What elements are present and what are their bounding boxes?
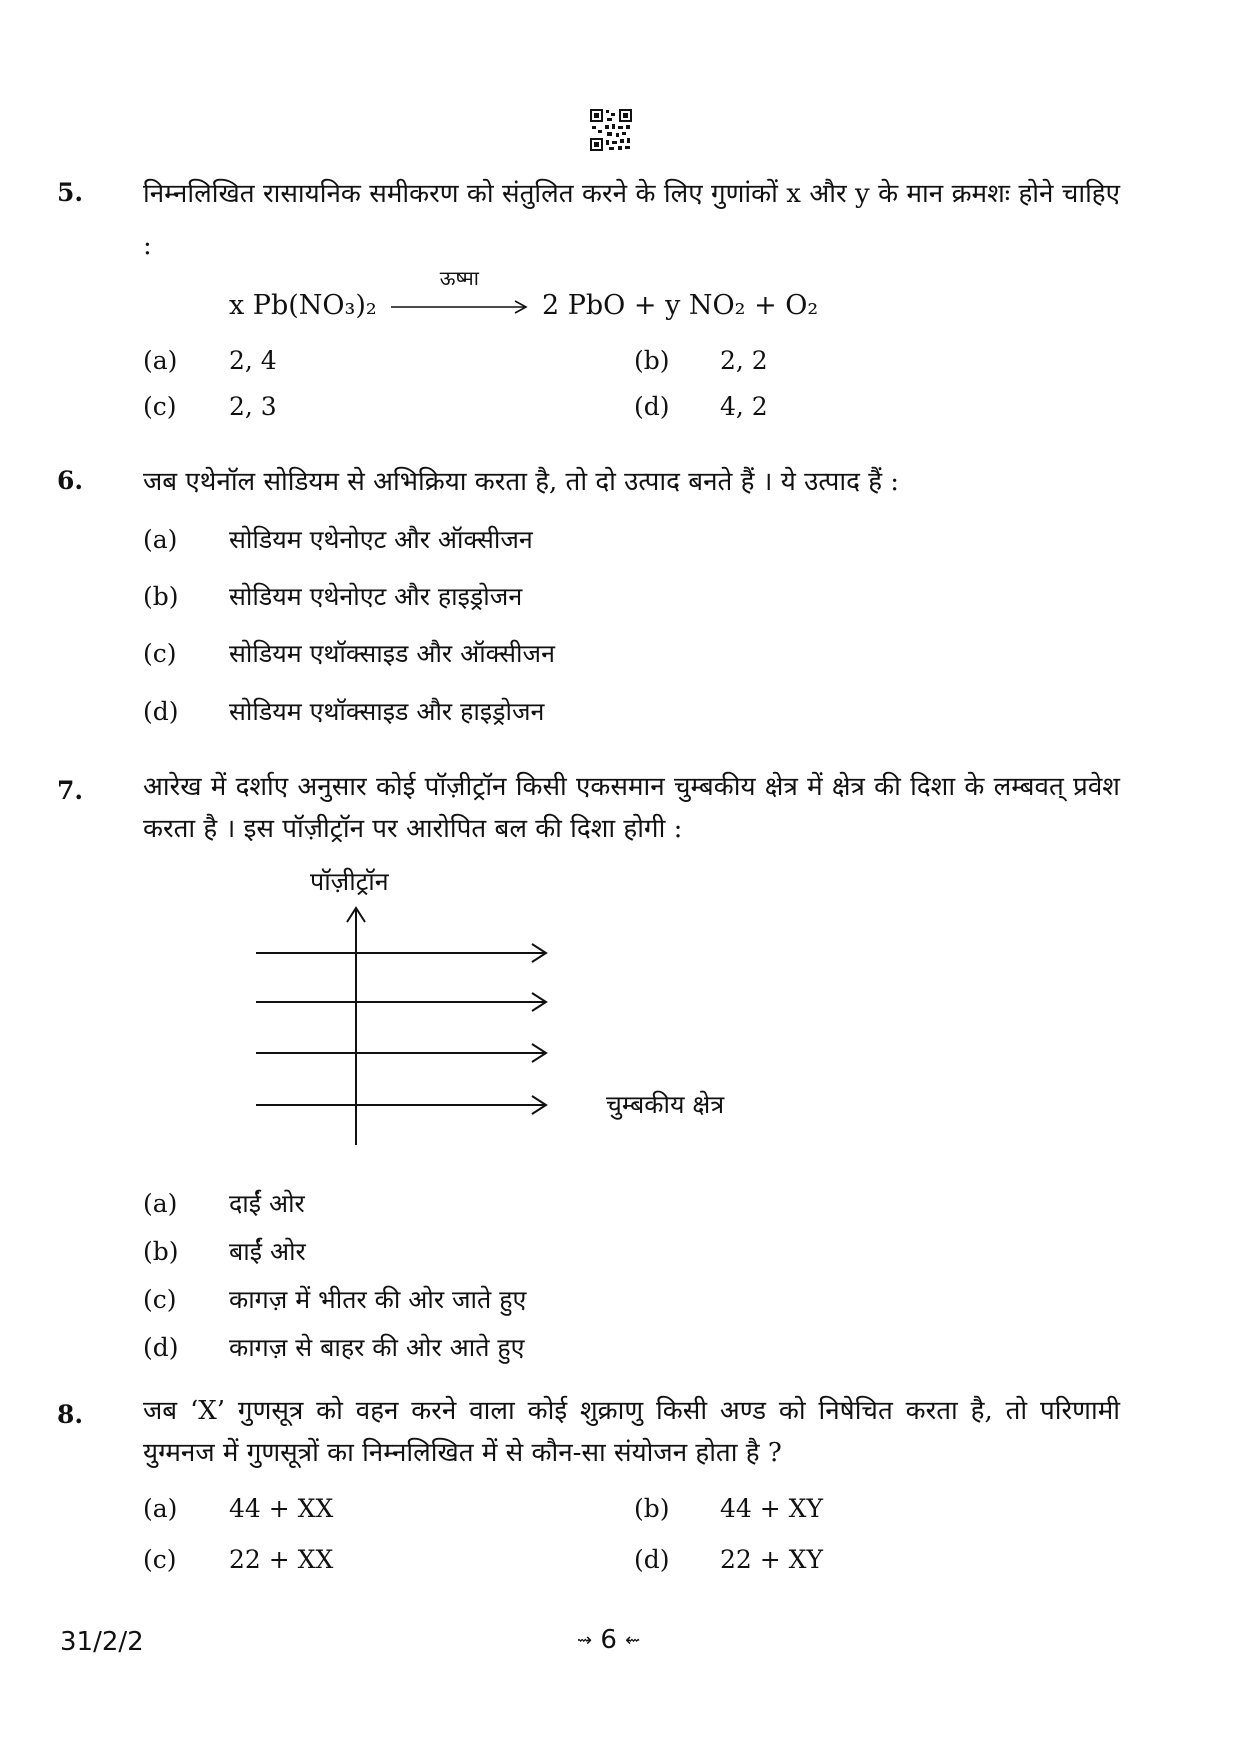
question-text: जब एथेनॉल सोडियम से अभिक्रिया करता है, तो दो उत्पाद बनते हैं । ये उत्पाद हैं :	[143, 467, 900, 497]
option-text: कागज़ में भीतर की ओर जाते हुए	[229, 1285, 527, 1314]
option-text: 2, 3	[229, 392, 277, 421]
option-label: (d)	[634, 1545, 670, 1574]
option-c	[143, 636, 555, 670]
option-text: 44 + XY	[720, 1494, 823, 1523]
option-d	[143, 1330, 525, 1364]
option-a	[143, 1186, 305, 1220]
question-text: निम्नलिखित रासायनिक समीकरण को संतुलित करने के लिए गुणांकों x और y के मान क्रमशः होने चाहिए :	[143, 179, 1120, 261]
chemical-equation	[229, 265, 819, 322]
equation-products: 2 PbO + y NO₂ + O₂	[541, 290, 819, 321]
qr-code-icon	[589, 108, 633, 152]
option-label: (a)	[143, 346, 178, 375]
arrow-condition-label: ऊष्मा	[439, 265, 479, 290]
equation-reactant: x Pb(NO₃)₂	[229, 290, 377, 321]
option-text: 4, 2	[720, 392, 768, 421]
ornament-right-icon: ⇜	[625, 1630, 641, 1651]
option-label: (c)	[143, 1285, 177, 1314]
option-label: (b)	[634, 1494, 670, 1523]
option-text: 22 + XX	[229, 1545, 334, 1574]
option-a	[143, 522, 533, 556]
question-number: 8.	[57, 1400, 84, 1429]
option-text: 22 + XY	[720, 1545, 823, 1574]
option-text: सोडियम एथेनोएट और हाइड्रोजन	[229, 582, 523, 611]
positron-label: पॉज़ीट्रॉन	[310, 867, 389, 896]
option-text: सोडियम एथॉक्साइड और ऑक्सीजन	[229, 639, 555, 668]
option-label: (b)	[143, 582, 179, 611]
option-label: (c)	[143, 392, 177, 421]
option-b	[143, 1234, 306, 1268]
question-text: आरेख में दर्शाए अनुसार कोई पॉज़ीट्रॉन किसी एकसमान चुम्बकीय क्षेत्र में क्षेत्र की दिशा के लम्बवत् प्रवेश करता है । इस पॉज़ीट्रॉन पर आरोपित बल की दिशा होगी :	[143, 772, 1120, 844]
option-label: (a)	[143, 1189, 178, 1218]
option-d	[634, 1545, 823, 1574]
question-number: 5.	[57, 178, 84, 207]
right-arrow-icon	[389, 292, 529, 322]
ornament-left-icon: ⇝	[577, 1630, 593, 1651]
page-number: 6	[600, 1625, 617, 1655]
option-text: बाईं ओर	[229, 1237, 306, 1266]
option-c	[143, 392, 277, 421]
option-label: (a)	[143, 525, 178, 554]
option-b	[143, 579, 522, 613]
option-d	[143, 694, 544, 728]
option-c	[143, 1545, 333, 1574]
option-text: दाईं ओर	[229, 1189, 305, 1218]
option-label: (d)	[634, 392, 670, 421]
reaction-arrow	[389, 265, 529, 322]
page-number-block	[577, 1625, 640, 1655]
option-label: (b)	[634, 346, 670, 375]
option-a	[143, 346, 277, 375]
option-text: 2, 4	[229, 346, 277, 375]
option-text: 2, 2	[720, 346, 768, 375]
option-b	[634, 346, 768, 375]
question-number: 7.	[57, 776, 84, 805]
option-text: 44 + XX	[229, 1494, 334, 1523]
option-c	[143, 1282, 526, 1316]
option-text: सोडियम एथेनोएट और ऑक्सीजन	[229, 525, 533, 554]
option-d	[634, 392, 768, 421]
option-label: (d)	[143, 697, 179, 726]
option-a	[143, 1494, 333, 1523]
paper-code: 31/2/2	[60, 1627, 144, 1657]
field-lines-diagram	[250, 860, 810, 1160]
option-text: कागज़ से बाहर की ओर आते हुए	[229, 1333, 525, 1362]
option-label: (b)	[143, 1237, 179, 1266]
option-label: (c)	[143, 639, 177, 668]
option-label: (c)	[143, 1545, 177, 1574]
magnetic-field-label: चुम्बकीय क्षेत्र	[606, 1090, 725, 1119]
question-text: जब ‘X’ गुणसूत्र को वहन करने वाला कोई शुक्राणु किसी अण्ड को निषेचित करता है, तो परिणामी युग्मनज में गुणसूत्रों का निम्नलिखित में से कौन-सा संयोजन होता है ?	[143, 1396, 1120, 1468]
option-label: (a)	[143, 1494, 178, 1523]
option-b	[634, 1494, 823, 1523]
question-number: 6.	[57, 466, 84, 495]
magnetic-field-diagram	[250, 860, 810, 1164]
option-label: (d)	[143, 1333, 179, 1362]
option-text: सोडियम एथॉक्साइड और हाइड्रोजन	[229, 697, 545, 726]
